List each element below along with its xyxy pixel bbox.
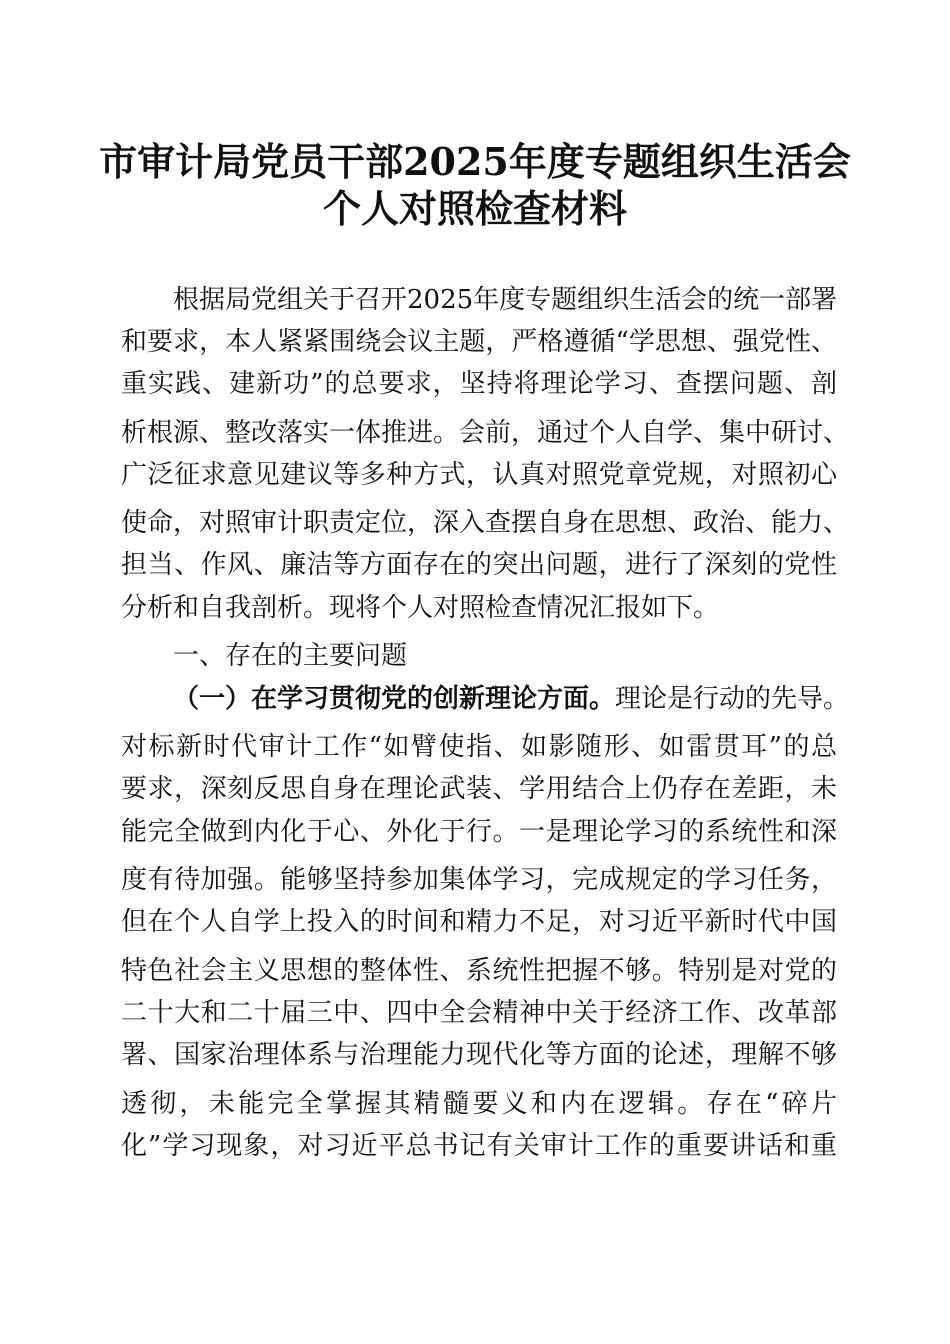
intro-paragraph-line: 广泛征求意见建议等多种方式，认真对照党章党规，对照初心	[121, 460, 837, 490]
body-paragraph-line: 二十大和二十届三中、四中全会精神中关于经济工作、改革部	[121, 998, 837, 1028]
intro-paragraph-line: 根据局党组关于召开2025年度专题组织生活会的统一部署	[173, 285, 838, 315]
intro-paragraph-line: 重实践、建新功”的总要求，坚持将理论学习、查摆问题、剖	[121, 369, 837, 399]
intro-paragraph-line: 分析和自我剖析。现将个人对照检查情况汇报如下。	[121, 593, 720, 623]
intro-paragraph-line: 使命，对照审计职责定位，深入查摆自身在思想、政治、能力、	[121, 508, 850, 538]
intro-paragraph-line: 和要求，本人紧紧围绕会议主题，严格遵循“学思想、强党性、	[121, 327, 837, 357]
document-title-line-1: 市审计局党员干部2025年度专题组织生活会	[99, 139, 851, 184]
body-paragraph-line: 署、国家治理体系与治理能力现代化等方面的论述，理解不够	[121, 1040, 837, 1070]
subsection-heading: （一）在学习贯彻党的创新理论方面。	[173, 684, 616, 714]
subsection-first-line	[173, 684, 850, 714]
body-paragraph-line: 度有待加强。能够坚持参加集体学习，完成规定的学习任务，	[121, 865, 837, 895]
document-title-line-2: 个人对照检查材料	[322, 186, 627, 231]
body-paragraph-line: 透彻，未能完全掌握其精髓要义和内在逻辑。存在“碎片	[121, 1089, 837, 1119]
section-heading: 一、存在的主要问题	[173, 641, 408, 671]
intro-paragraph-line: 析根源、整改落实一体推进。会前，通过个人自学、集中研讨、	[121, 418, 850, 448]
body-paragraph-line: 对标新时代审计工作“如臂使指、如影随形、如雷贯耳”的总	[121, 732, 837, 762]
intro-paragraph-line: 担当、作风、廉洁等方面存在的突出问题，进行了深刻的党性	[121, 550, 837, 580]
body-paragraph-line: 能完全做到内化于心、外化于行。一是理论学习的系统性和深	[121, 817, 837, 847]
body-paragraph-line: 特色社会主义思想的整体性、系统性把握不够。特别是对党的	[121, 956, 837, 986]
subsection-first-line-text: 理论是行动的先导。	[615, 684, 850, 714]
body-paragraph-line: 但在个人自学上投入的时间和精力不足，对习近平新时代中国	[121, 907, 837, 937]
body-paragraph-line: 化”学习现象，对习近平总书记有关审计工作的重要讲话和重	[121, 1131, 837, 1161]
body-paragraph-line: 要求，深刻反思自身在理论武装、学用结合上仍存在差距，未	[121, 774, 837, 804]
